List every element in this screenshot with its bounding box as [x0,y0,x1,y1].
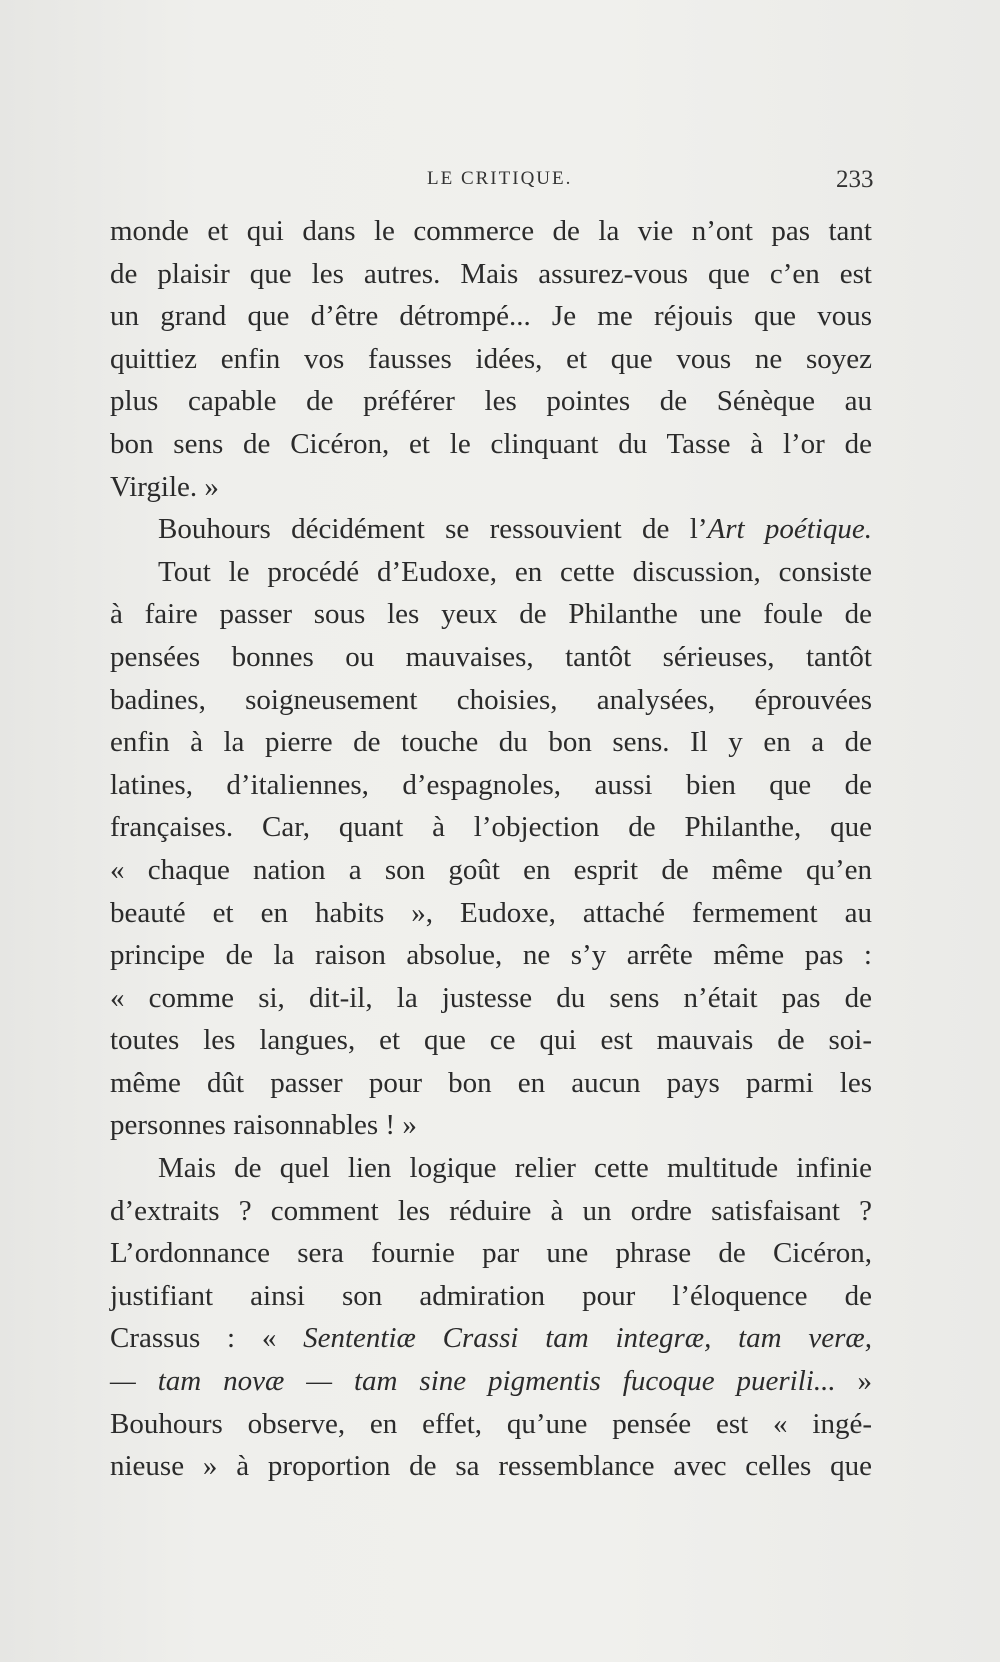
text-line [110,1317,872,1360]
text-line: françaises. Car, quant à l’objection de Philanthe, que [110,811,872,844]
text-line: principe de la raison absolue, ne s’y arrête même pas : [110,939,872,972]
text-line: plus capable de préférer les pointes de Sénèque au [110,385,872,418]
italic-title: Art poétique. [707,513,872,546]
text-line: Tout le procédé d’Eudoxe, en cette discussion, consiste [158,555,872,588]
text-line: latines, d’italiennes, d’espagnoles, aussi bien que de [110,768,872,801]
text-line: personnes raisonnables ! » [110,1109,417,1142]
text-line: Mais de quel lien logique relier cette multitude infinie [158,1152,872,1185]
page-number: 233 [836,166,874,193]
text-line: L’ordonnance sera fournie par une phrase de Cicéron, [110,1237,872,1270]
text-span: » [835,1365,873,1398]
text-line: badines, soigneusement choisies, analysées, éprouvées [110,683,872,716]
running-title: LE CRITIQUE. [427,168,573,189]
running-head [0,168,1000,198]
text-line: Bouhours observe, en effet, qu’une pensée est « ingé- [110,1407,872,1440]
text-line: enfin à la pierre de touche du bon sens. Il y en a de [110,726,872,759]
latin-quote: Sententiæ Crassi tam integræ, tam veræ, [303,1322,873,1355]
text-line [110,508,872,551]
text-line: quittiez enfin vos fausses idées, et que vous ne soyez [110,342,872,375]
text-line: un grand que d’être détrompé... Je me réjouis que vous [110,300,872,333]
body-text [110,210,872,1488]
text-line: à faire passer sous les yeux de Philanthe une foule de [110,598,872,631]
text-span: Crassus : « [110,1322,304,1355]
text-line: « comme si, dit-il, la justesse du sens n’était pas de [110,981,872,1014]
text-line: monde et qui dans le commerce de la vie n’ont pas tant [110,215,872,247]
text-line: toutes les langues, et que ce qui est mauvais de soi- [110,1024,872,1057]
text-line: « chaque nation a son goût en esprit de même qu’en [110,853,872,886]
latin-quote: — tam novæ — tam sine pigmentis fucoque puerili... [110,1365,836,1398]
text-line [110,1360,872,1403]
text-line: pensées bonnes ou mauvaises, tantôt sérieuses, tantôt [110,640,872,673]
text-span: Bouhours décidément se ressouvient de l’ [158,513,708,546]
text-line: d’extraits ? comment les réduire à un ordre satisfaisant ? [110,1194,872,1227]
text-line: même dût passer pour bon en aucun pays parmi les [110,1066,872,1099]
text-line: nieuse » à proportion de sa ressemblance avec celles que [110,1450,872,1483]
text-line: justifiant ainsi son admiration pour l’éloquence de [110,1279,872,1312]
text-line: bon sens de Cicéron, et le clinquant du Tasse à l’or de [110,427,872,460]
text-line: de plaisir que les autres. Mais assurez-vous que c’en est [110,257,872,290]
text-line: Virgile. » [110,470,219,503]
text-line: beauté et en habits », Eudoxe, attaché fermement au [110,896,872,929]
